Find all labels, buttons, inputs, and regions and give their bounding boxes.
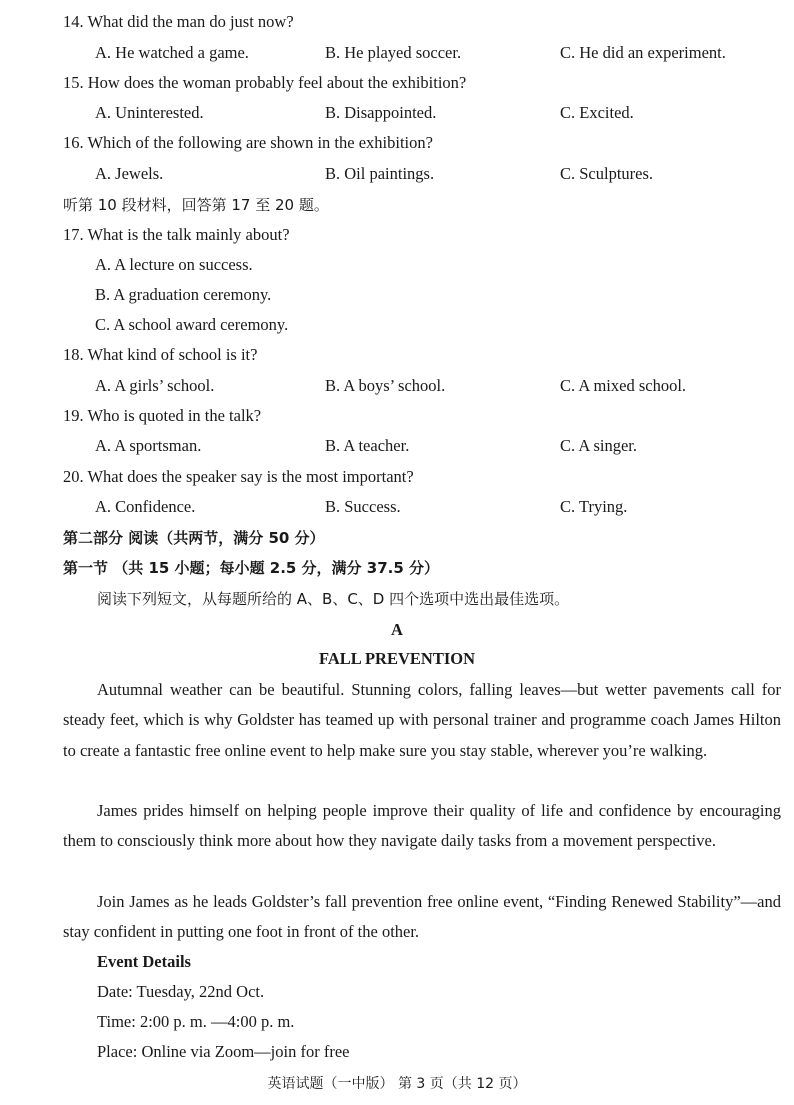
event-place: Place: Online via Zoom—join for free <box>97 1042 350 1061</box>
event-details-heading: Event Details <box>97 952 191 971</box>
question-19: 19. Who is quoted in the talk? <box>63 406 262 425</box>
passage-paragraph-1: Autumnal weather can be beautiful. Stunning colors, falling leaves—but wetter pavements call for steady feet, which is why Goldster has teamed up with personal trainer and programme coach James Hilton to create a fantastic free online event to help make sure you stay stable, wherever you’re walking. <box>63 680 781 760</box>
question-17-option-b: B. A graduation ceremony. <box>95 285 272 304</box>
option-a: A. A girls’ school. <box>95 376 215 395</box>
option-a: A. Confidence. <box>95 497 196 516</box>
question-19-options <box>0 434 794 458</box>
question-14: 14. What did the man do just now? <box>63 12 294 31</box>
passage-title: FALL PREVENTION <box>318 649 475 668</box>
option-a: A. He watched a game. <box>95 43 249 62</box>
question-17: 17. What is the talk mainly about? <box>63 225 290 244</box>
section-label: 第一节 （共 15 小题；每小题 2.5 分，满分 37.5 分） <box>63 559 440 577</box>
option-b: B. A boys’ school. <box>325 376 446 395</box>
option-a: A. Jewels. <box>95 164 164 183</box>
event-date: Date: Tuesday, 22nd Oct. <box>97 982 265 1001</box>
option-c: C. Trying. <box>560 497 628 516</box>
option-a: A. A sportsman. <box>95 436 202 455</box>
question-16: 16. Which of the following are shown in the exhibition? <box>63 133 433 152</box>
option-b: B. Success. <box>325 497 401 516</box>
reading-instruction: 阅读下列短文，从每题所给的 A、B、C、D 四个选项中选出最佳选项。 <box>97 590 570 608</box>
reading-section-title <box>63 556 439 580</box>
question-18: 18. What kind of school is it? <box>63 345 258 364</box>
event-time: Time: 2:00 p. m. —4:00 p. m. <box>97 1012 295 1031</box>
question-15-options <box>0 101 794 125</box>
question-14-options <box>0 41 794 65</box>
question-20-options <box>0 495 794 519</box>
question-16-options <box>0 162 794 186</box>
page-footer: 英语试题（一中版） 第 3 页（共 12 页） <box>267 1076 527 1092</box>
option-c: C. A mixed school. <box>560 376 687 395</box>
option-c: C. He did an experiment. <box>560 43 726 62</box>
option-c: C. Excited. <box>560 103 634 122</box>
option-b: B. Oil paintings. <box>325 164 435 183</box>
passage-paragraph-3: Join James as he leads Goldster’s fall prevention free online event, “Finding Renewed Stability”—and stay confident in putting one foot in front of the other. <box>63 892 781 942</box>
option-b: B. He played soccer. <box>325 43 462 62</box>
reading-part-title: 第二部分 阅读（共两节，满分 50 分） <box>63 529 325 547</box>
option-b: B. A teacher. <box>325 436 410 455</box>
passage-letter: A <box>391 620 403 639</box>
question-17-option-a: A. A lecture on success. <box>95 255 253 274</box>
option-c: C. A singer. <box>560 436 638 455</box>
option-c: C. Sculptures. <box>560 164 654 183</box>
option-b: B. Disappointed. <box>325 103 437 122</box>
passage-paragraph-2: James prides himself on helping people improve their quality of life and confidence by encouraging them to consciously think more about how they navigate daily tasks from a movement perspective. <box>63 801 781 851</box>
listening-instruction: 听第 10 段材料，回答第 17 至 20 题。 <box>63 196 329 214</box>
question-15: 15. How does the woman probably feel about the exhibition? <box>63 73 467 92</box>
question-20: 20. What does the speaker say is the most important? <box>63 467 414 486</box>
question-17-option-c: C. A school award ceremony. <box>95 315 289 334</box>
option-a: A. Uninterested. <box>95 103 204 122</box>
question-18-options <box>0 374 794 398</box>
